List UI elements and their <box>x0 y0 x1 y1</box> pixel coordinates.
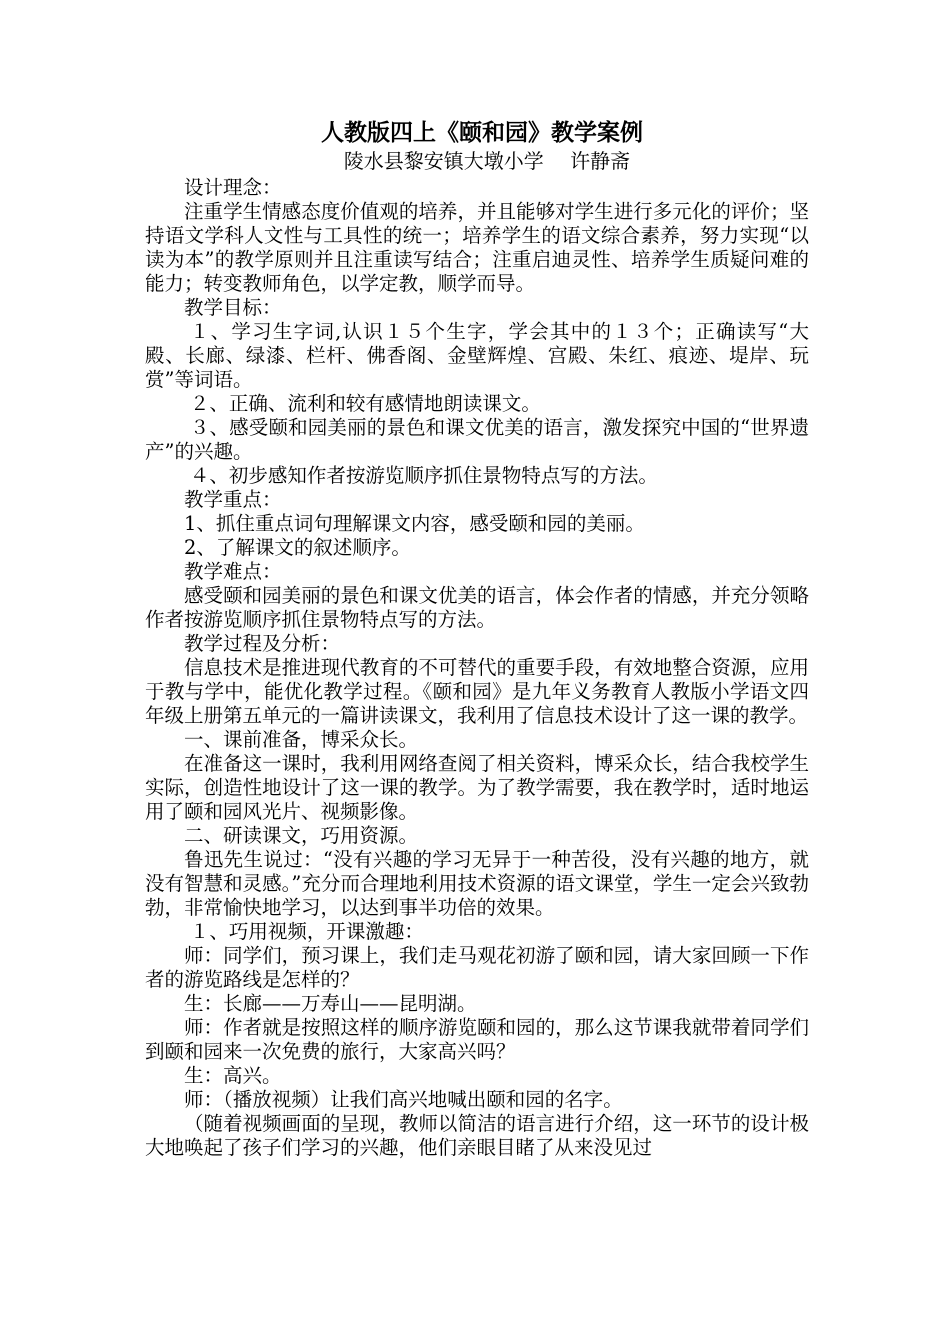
paragraph: １、学习生字词,认识１５个生字，学会其中的１３个；正确读写“大殿、长廊、绿漆、栏杆、佛香阁、金壁辉煌、宫殿、朱红、痕迹、堤岸、玩赏”等词语。 <box>145 320 809 391</box>
paragraph: 生：高兴。 <box>184 1064 282 1087</box>
paragraph: 2、了解课文的叙述顺序。 <box>184 536 411 559</box>
paragraph: 师：作者就是按照这样的顺序游览颐和园的，那么这节课我就带着同学们到颐和园来一次免费的旅行，大家高兴吗？ <box>145 1016 809 1063</box>
paragraph: 师：同学们，预习课上，我们走马观花初游了颐和园，请大家回顾一下作者的游览路线是怎样的？ <box>145 944 809 991</box>
document-body <box>145 176 809 1160</box>
section-heading: 教学难点： <box>184 560 282 583</box>
paragraph: １、巧用视频，开课激趣： <box>189 920 424 943</box>
section-heading: 设计理念： <box>184 176 282 199</box>
author-line: 陵水县黎安镇大墩小学 许静斋 <box>343 149 631 173</box>
paragraph: 鲁迅先生说过：“没有兴趣的学习无异于一种苦役，没有兴趣的地方，就没有智慧和灵感。”充分而合理地利用技术资源的语文课堂，学生一定会兴致勃勃，非常愉快地学习，以达到事半功倍的效果。 <box>145 848 809 919</box>
section-heading: 教学目标： <box>184 296 282 319</box>
section-heading: 教学过程及分析： <box>184 632 341 655</box>
paragraph: 在准备这一课时，我利用网络查阅了相关资料，博采众长，结合我校学生实际，创造性地设计了这一课的教学。为了教学需要，我在教学时，适时地运用了颐和园风光片、视频影像。 <box>145 752 809 823</box>
paragraph: 信息技术是推进现代教育的不可替代的重要手段，有效地整合资源，应用于教与学中，能优化教学过程。《颐和园》是九年义务教育人教版小学语文四年级上册第五单元的一篇讲读课文，我利用了信息技术设计了这一课的教学。 <box>145 656 809 727</box>
section-heading: 二、研读课文，巧用资源。 <box>184 824 419 847</box>
document-page <box>145 118 809 1160</box>
paragraph: 师：（播放视频）让我们高兴地喊出颐和园的名字。 <box>184 1088 623 1111</box>
section-heading: 教学重点： <box>184 488 282 511</box>
document-title: 人教版四上《颐和园》教学案例 <box>321 119 643 146</box>
section-heading: 一、课前准备，博采众长。 <box>184 728 419 751</box>
paragraph: ３、感受颐和园美丽的景色和课文优美的语言，激发探究中国的“世界遗产”的兴趣。 <box>145 416 809 463</box>
paragraph: 1、抓住重点词句理解课文内容，感受颐和园的美丽。 <box>184 512 645 535</box>
paragraph: ２、正确、流利和较有感情地朗读课文。 <box>189 392 541 415</box>
paragraph: 生：长廊——万寿山——昆明湖。 <box>184 992 477 1015</box>
paragraph: （随着视频画面的呈现，教师以简洁的语言进行介绍，这一环节的设计极大地唤起了孩子们学习的兴趣，他们亲眼目睹了从来没见过 <box>145 1112 809 1159</box>
paragraph: ４、初步感知作者按游览顺序抓住景物特点写的方法。 <box>189 464 658 487</box>
paragraph: 注重学生情感态度价值观的培养，并且能够对学生进行多元化的评价；坚持语文学科人文性与工具性的统一；培养学生的语文综合素养，努力实现“以读为本”的教学原则并且注重读写结合；注重启迪灵性、培养学生质疑问难的能力；转变教师角色，以学定教，顺学而导。 <box>145 200 809 295</box>
paragraph: 感受颐和园美丽的景色和课文优美的语言，体会作者的情感，并充分领略作者按游览顺序抓住景物特点写的方法。 <box>145 584 809 631</box>
